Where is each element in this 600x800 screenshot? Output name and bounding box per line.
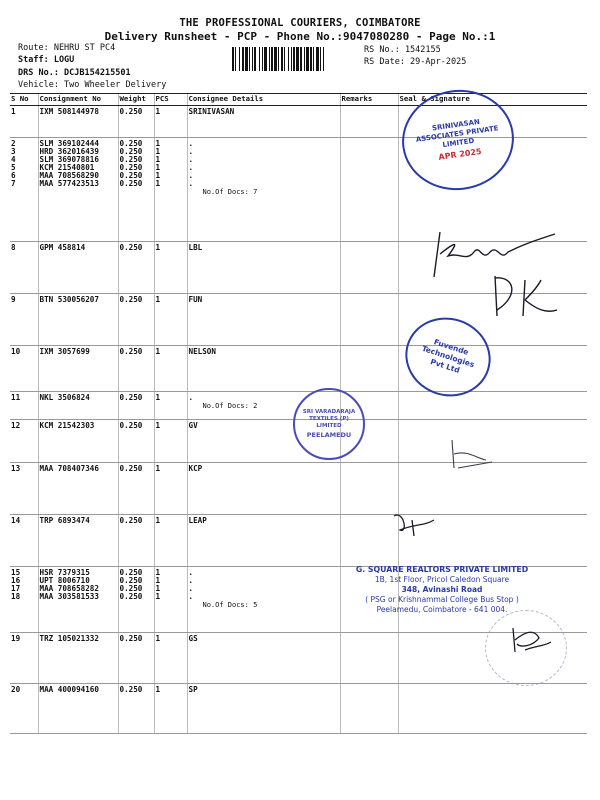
- gsquare-stamp-line4: ( PSG or Krishnammal College Bus Stop ): [365, 595, 519, 604]
- consignee-value: .: [188, 584, 194, 593]
- remarks-cell: [340, 346, 398, 392]
- weight-value: 0.250: [119, 421, 143, 430]
- weight-value: 0.250: [119, 464, 143, 473]
- col-pcs: PCS: [154, 94, 187, 106]
- col-sno: S No: [10, 94, 38, 106]
- consignee-value: .: [188, 155, 194, 164]
- consignment-cell: [38, 106, 118, 138]
- consignee-value: LEAP: [188, 516, 207, 525]
- cons-value: MAA 708658282: [39, 584, 99, 593]
- cons-value: TRZ 105021332: [39, 634, 99, 643]
- consignment-cell: [38, 420, 118, 463]
- gsquare-stamp-line5: Peelamedu, Coimbatore - 641 004.: [376, 605, 508, 614]
- pcs-value: 1: [155, 421, 161, 430]
- weight-value: 0.250: [119, 685, 143, 694]
- remarks-cell: [340, 684, 398, 734]
- consignee-cell: [187, 567, 340, 633]
- consignee-value: LBL: [188, 243, 203, 252]
- pcs-value: 1: [155, 568, 161, 577]
- varadaraja-stamp: [293, 388, 365, 460]
- weight-cell: [118, 106, 154, 138]
- table-header-row: [10, 94, 587, 106]
- sno-value: 14: [11, 516, 21, 525]
- sno-value: 15: [11, 568, 21, 577]
- cons-value: HSR 7379315: [39, 568, 90, 577]
- gsquare-stamp-line1: G. SQUARE REALTORS PRIVATE LIMITED: [355, 565, 529, 574]
- consignee-value: .: [188, 147, 194, 156]
- weight-cell: [118, 684, 154, 734]
- weight-cell: [118, 515, 154, 567]
- pcs-value: 1: [155, 155, 161, 164]
- consignment-cell: [38, 392, 118, 420]
- remarks-cell: [340, 633, 398, 684]
- weight-cell: [118, 420, 154, 463]
- consignee-value: .: [188, 179, 194, 188]
- weight-value: 0.250: [119, 592, 143, 601]
- consignee-cell: [187, 106, 340, 138]
- gsquare-stamp-line3: 348, Avinashi Road: [401, 585, 483, 594]
- weight-value: 0.250: [119, 163, 143, 172]
- weight-cell: [118, 633, 154, 684]
- consignee-value: GS: [188, 634, 198, 643]
- sno-value: 9: [11, 295, 16, 304]
- pcs-value: 1: [155, 139, 161, 148]
- consignment-cell: [38, 515, 118, 567]
- barcode-bar: [324, 47, 326, 71]
- staff-label: Staff: LOGU: [18, 55, 75, 65]
- pcs-cell: [154, 515, 187, 567]
- col-consignment: Consignment No: [38, 94, 118, 106]
- weight-value: 0.250: [119, 243, 143, 252]
- table-row: [10, 463, 587, 515]
- signature-20: [505, 620, 555, 660]
- pcs-cell: [154, 684, 187, 734]
- remarks-cell: [340, 106, 398, 138]
- sno-value: 2: [11, 139, 16, 148]
- drs-number: DRS No.: DCJB154215501: [18, 68, 131, 78]
- cons-value: KCM 21540801: [39, 163, 95, 172]
- srinivasan-stamp-date: APR 2025: [437, 146, 483, 162]
- sno-value: 6: [11, 171, 16, 180]
- pcs-value: 1: [155, 393, 161, 402]
- cons-value: KCM 21542303: [39, 421, 95, 430]
- consignee-cell: [187, 294, 340, 346]
- pcs-value: 1: [155, 685, 161, 694]
- cons-value: SLM 369102444: [39, 139, 99, 148]
- weight-value: 0.250: [119, 107, 143, 116]
- pcs-cell: [154, 633, 187, 684]
- consignee-cell: [187, 463, 340, 515]
- sno-value: 4: [11, 155, 16, 164]
- consignee-value: .: [188, 568, 194, 577]
- pcs-cell: [154, 106, 187, 138]
- weight-value: 0.250: [119, 634, 143, 643]
- signature-dk: [485, 270, 565, 320]
- rs-date: RS Date: 29-Apr-2025: [364, 57, 467, 67]
- consignment-cell: [38, 294, 118, 346]
- cons-value: MAA 400094160: [39, 685, 99, 694]
- pcs-cell: [154, 420, 187, 463]
- sno-value: 1: [11, 107, 16, 116]
- consignee-value: KCP: [188, 464, 203, 473]
- consignment-cell: [38, 242, 118, 294]
- sno-value: 7: [11, 179, 16, 188]
- table-row: [10, 515, 587, 567]
- cons-value: SLM 369078816: [39, 155, 99, 164]
- docs-count: No.Of Docs: 2: [202, 402, 258, 410]
- consignment-cell: [38, 346, 118, 392]
- cons-value: IXM 508144978: [39, 107, 99, 116]
- weight-cell: [118, 567, 154, 633]
- cons-value: HRD 362016439: [39, 147, 99, 156]
- signature-14: [388, 506, 448, 540]
- signature-cell: [398, 684, 587, 734]
- remarks-cell: [340, 294, 398, 346]
- pcs-value: 1: [155, 107, 161, 116]
- varadaraja-stamp-center: PEELAMEDU: [306, 431, 352, 439]
- sno-cell: [10, 567, 38, 633]
- consignment-cell: [38, 463, 118, 515]
- consignee-value: .: [188, 163, 194, 172]
- cons-value: UPT 8006710: [39, 576, 90, 585]
- route-label: Route: NEHRU ST PC4: [18, 43, 116, 53]
- consignee-value: .: [188, 592, 194, 601]
- pcs-value: 1: [155, 295, 161, 304]
- weight-value: 0.250: [119, 179, 143, 188]
- col-weight: Weight: [118, 94, 154, 106]
- weight-value: 0.250: [119, 171, 143, 180]
- weight-cell: [118, 138, 154, 242]
- pcs-cell: [154, 138, 187, 242]
- sno-value: 5: [11, 163, 16, 172]
- consignee-cell: [187, 346, 340, 392]
- runsheet-subtitle: Delivery Runsheet - PCP - Phone No.:9047080280 - Page No.:1: [104, 30, 496, 43]
- consignee-value: .: [188, 576, 194, 585]
- col-remarks: Remarks: [340, 94, 398, 106]
- sno-value: 18: [11, 592, 21, 601]
- consignee-value: SRINIVASAN: [188, 107, 235, 116]
- consignee-value: SP: [188, 685, 198, 694]
- pcs-cell: [154, 294, 187, 346]
- sno-cell: [10, 633, 38, 684]
- consignee-cell: [187, 242, 340, 294]
- vehicle-label: Vehicle: Two Wheeler Delivery: [18, 80, 167, 90]
- cons-value: TRP 6893474: [39, 516, 90, 525]
- consignee-cell: [187, 138, 340, 242]
- signature-13: [440, 432, 500, 472]
- consignment-cell: [38, 138, 118, 242]
- cons-value: MAA 708568290: [39, 171, 99, 180]
- docs-count: No.Of Docs: 7: [202, 188, 258, 196]
- sno-value: 13: [11, 464, 21, 473]
- pcs-value: 1: [155, 516, 161, 525]
- cons-value: BTN 530056207: [39, 295, 99, 304]
- pcs-cell: [154, 567, 187, 633]
- sno-cell: [10, 138, 38, 242]
- consignee-value: GV: [188, 421, 198, 430]
- pcs-cell: [154, 346, 187, 392]
- pcs-value: 1: [155, 163, 161, 172]
- table-row: [10, 346, 587, 392]
- pcs-cell: [154, 463, 187, 515]
- cons-value: MAA 577423513: [39, 179, 99, 188]
- sno-cell: [10, 346, 38, 392]
- cons-value: GPM 458814: [39, 243, 86, 252]
- remarks-cell: [340, 138, 398, 242]
- consignee-value: FUN: [188, 295, 203, 304]
- pcs-value: 1: [155, 464, 161, 473]
- pcs-value: 1: [155, 592, 161, 601]
- consignee-cell: [187, 515, 340, 567]
- sno-value: 16: [11, 576, 21, 585]
- cons-value: MAA 303581533: [39, 592, 99, 601]
- col-consignee: Consignee Details: [187, 94, 340, 106]
- weight-value: 0.250: [119, 568, 143, 577]
- consignment-cell: [38, 633, 118, 684]
- remarks-cell: [340, 242, 398, 294]
- weight-cell: [118, 346, 154, 392]
- sno-value: 8: [11, 243, 16, 252]
- weight-cell: [118, 463, 154, 515]
- sno-value: 10: [11, 347, 21, 356]
- sno-value: 20: [11, 685, 21, 694]
- sno-cell: [10, 420, 38, 463]
- fuvende-stamp-text: Fuvende Technologies Pvt Ltd: [420, 337, 476, 375]
- sno-cell: [10, 392, 38, 420]
- pcs-value: 1: [155, 576, 161, 585]
- srinivasan-stamp-text: SRINIVASAN ASSOCIATES PRIVATE LIMITED: [415, 117, 499, 150]
- consignee-value: .: [188, 393, 194, 402]
- weight-value: 0.250: [119, 393, 143, 402]
- sno-value: 11: [11, 393, 21, 402]
- cons-value: IXM 3057699: [39, 347, 90, 356]
- weight-value: 0.250: [119, 516, 143, 525]
- table-row: [10, 684, 587, 734]
- sno-value: 19: [11, 634, 21, 643]
- rs-number: RS No.: 1542155: [364, 45, 441, 55]
- weight-value: 0.250: [119, 347, 143, 356]
- barcode: [232, 47, 354, 71]
- consignee-value: NELSON: [188, 347, 216, 356]
- company-title: THE PROFESSIONAL COURIERS, COIMBATORE: [179, 17, 421, 29]
- weight-value: 0.250: [119, 295, 143, 304]
- sno-cell: [10, 684, 38, 734]
- consignee-value: .: [188, 139, 194, 148]
- consignee-cell: [187, 633, 340, 684]
- pcs-value: 1: [155, 243, 161, 252]
- pcs-value: 1: [155, 634, 161, 643]
- col-signature: Seal & Signature: [398, 94, 587, 106]
- cons-value: MAA 708407346: [39, 464, 99, 473]
- weight-value: 0.250: [119, 139, 143, 148]
- pcs-value: 1: [155, 147, 161, 156]
- gsquare-stamp-line2: 1B, 1st Floor, Pricol Caledon Square: [374, 575, 510, 584]
- gsquare-stamp: [347, 565, 537, 615]
- weight-value: 0.250: [119, 147, 143, 156]
- sno-cell: [10, 463, 38, 515]
- consignee-cell: [187, 684, 340, 734]
- pcs-value: 1: [155, 171, 161, 180]
- consignment-cell: [38, 567, 118, 633]
- pcs-cell: [154, 242, 187, 294]
- sno-cell: [10, 294, 38, 346]
- weight-cell: [118, 242, 154, 294]
- sno-value: 12: [11, 421, 21, 430]
- consignment-cell: [38, 684, 118, 734]
- weight-value: 0.250: [119, 155, 143, 164]
- sno-cell: [10, 242, 38, 294]
- pcs-value: 1: [155, 584, 161, 593]
- signature-cell: [398, 392, 587, 420]
- sno-cell: [10, 515, 38, 567]
- sno-cell: [10, 106, 38, 138]
- pcs-cell: [154, 392, 187, 420]
- docs-count: No.Of Docs: 5: [202, 601, 258, 609]
- weight-value: 0.250: [119, 576, 143, 585]
- pcs-value: 1: [155, 347, 161, 356]
- cons-value: NKL 3506824: [39, 393, 90, 402]
- weight-value: 0.250: [119, 584, 143, 593]
- sno-value: 17: [11, 584, 21, 593]
- weight-cell: [118, 392, 154, 420]
- weight-cell: [118, 294, 154, 346]
- pcs-value: 1: [155, 179, 161, 188]
- consignee-value: .: [188, 171, 194, 180]
- varadaraja-stamp-text: SRI VARADARAJA TEXTILES (P) LIMITED: [302, 409, 356, 429]
- sno-value: 3: [11, 147, 16, 156]
